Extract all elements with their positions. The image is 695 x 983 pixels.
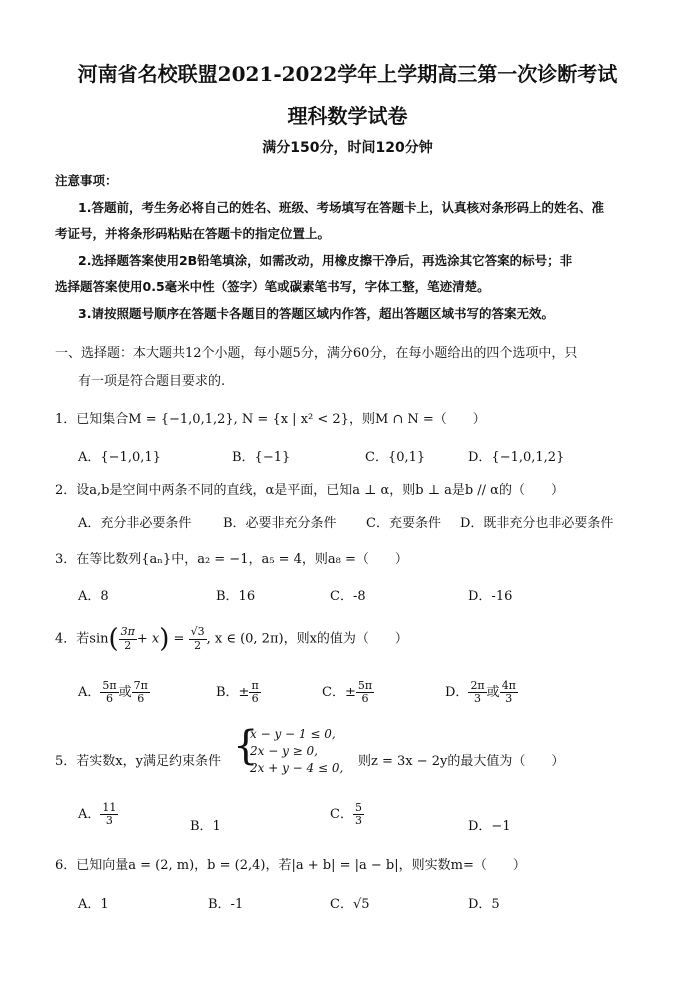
question-2-option-a: A．充分非必要条件 bbox=[78, 516, 192, 531]
exam-subtitle: 理科数学试卷 bbox=[287, 104, 408, 128]
notice-item-1-line-2: 考证号，并将条形码粘贴在答题卡的指定位置上。 bbox=[55, 226, 331, 241]
question-5-constraints bbox=[250, 726, 343, 777]
notice-item-2-line-1: 2.选择题答案使用2B铅笔填涂，如需改动，用橡皮擦干净后，再选涂其它答案的标号；非 bbox=[78, 253, 573, 268]
question-1-option-d: D．{−1,0,1,2} bbox=[468, 450, 565, 465]
question-5-constraint-3: 2x + y − 4 ≤ 0, bbox=[250, 761, 344, 775]
question-3-option-d: D．-16 bbox=[468, 589, 513, 604]
question-3-option-a: A．8 bbox=[78, 589, 109, 604]
question-4-suffix: , x ∈ (0, 2π)，则x的值为（ ） bbox=[206, 631, 408, 647]
question-5-option-d: D．−1 bbox=[468, 819, 511, 834]
question-4-rhs-fraction: $\frac{√3}{2}$ bbox=[190, 625, 205, 652]
question-5-option-b: B．1 bbox=[190, 819, 221, 834]
question-6-option-b: B．-1 bbox=[208, 897, 244, 912]
question-4-prefix: 4．若sin bbox=[55, 631, 109, 647]
section-heading-line-2: 有一项是符合题目要求的. bbox=[78, 374, 226, 389]
notice-item-1-line-1: 1.答题前，考生务必将自己的姓名、班级、考场填写在答题卡上，认真核对条形码上的姓名、准 bbox=[78, 200, 604, 215]
question-1-option-a: A．{−1,0,1} bbox=[78, 450, 161, 465]
question-2-option-b: B．必要非充分条件 bbox=[223, 516, 337, 531]
question-2-option-c: C．充要条件 bbox=[366, 516, 441, 531]
question-4-stem: 4．若sin( $\frac{3\pi}{2}$ + x) = $\frac{√3}{2}$ , x ∈ (0, 2π)，则x的值为（ ） bbox=[55, 624, 408, 654]
question-6-option-d: D．5 bbox=[468, 897, 500, 912]
question-4-option-a: A． $\frac{5\pi}{6}$ 或 $\frac{7\pi}{6}$ bbox=[78, 679, 148, 706]
question-5-option-a: A． $\frac{11}{3}$ bbox=[78, 801, 117, 828]
section-heading-line-1: 一、选择题：本大题共12个小题，每小题5分，满分60分，在每小题给出的四个选项中，只 bbox=[55, 346, 578, 361]
question-3-stem: 3．在等比数列{aₙ}中，a₂ = −1，a₅ = 4，则a₈ =（ ） bbox=[55, 552, 408, 567]
question-5-constraint-1: x − y − 1 ≤ 0, bbox=[250, 727, 336, 741]
question-6-option-a: A．1 bbox=[78, 897, 109, 912]
question-1-stem: 1．已知集合M = {−1,0,1,2}, N = {x | x² < 2}，则M ∩ N =（ ） bbox=[55, 412, 486, 427]
question-5-prefix: 5．若实数x，y满足约束条件 bbox=[55, 754, 221, 769]
question-2-stem: 2．设a,b是空间中两条不同的直线，α是平面，已知a ⊥ α，则b ⊥ a是b // α的（ ） bbox=[55, 483, 564, 498]
question-6-stem: 6．已知向量a = (2, m)，b = (2,4)，若|a + b| = |a − b|，则实数m=（ ） bbox=[55, 858, 526, 873]
notice-item-3: 3.请按照题号顺序在答题卡各题目的答题区域内作答，超出答题区域书写的答案无效。 bbox=[78, 306, 554, 321]
question-3-option-c: C．-8 bbox=[330, 589, 366, 604]
question-1-option-b: B．{−1} bbox=[232, 450, 291, 465]
question-6-option-c: C．√5 bbox=[330, 897, 370, 912]
question-4-option-d: D． $\frac{2\pi}{3}$ 或 $\frac{4\pi}{3}$ bbox=[445, 679, 516, 706]
question-2-option-d: D．既非充分也非必要条件 bbox=[460, 516, 614, 531]
question-5-suffix: 则z = 3x − 2y的最大值为（ ） bbox=[358, 754, 565, 769]
question-5-brace: { bbox=[233, 723, 259, 769]
question-3-option-b: B．16 bbox=[216, 589, 256, 604]
notice-item-2-line-2: 选择题答案使用0.5毫米中性（签字）笔或碳素笔书写，字体工整，笔迹清楚。 bbox=[55, 279, 490, 294]
question-5-option-c: C． $\frac{5}{3}$ bbox=[330, 801, 362, 828]
question-4-angle-fraction: $\frac{3\pi}{2}$ bbox=[120, 625, 135, 652]
question-4-option-c: C．± $\frac{5\pi}{6}$ bbox=[322, 679, 373, 706]
question-1-option-c: C．{0,1} bbox=[365, 450, 426, 465]
question-4-option-b: B．± $\frac{\pi}{6}$ bbox=[216, 679, 259, 706]
score-info: 满分150分，时间120分钟 bbox=[262, 140, 433, 156]
question-5-constraint-2: 2x − y ≥ 0, bbox=[250, 744, 318, 758]
notice-heading: 注意事项： bbox=[55, 173, 118, 188]
exam-title: 河南省名校联盟2021-2022学年上学期高三第一次诊断考试 bbox=[77, 62, 618, 86]
